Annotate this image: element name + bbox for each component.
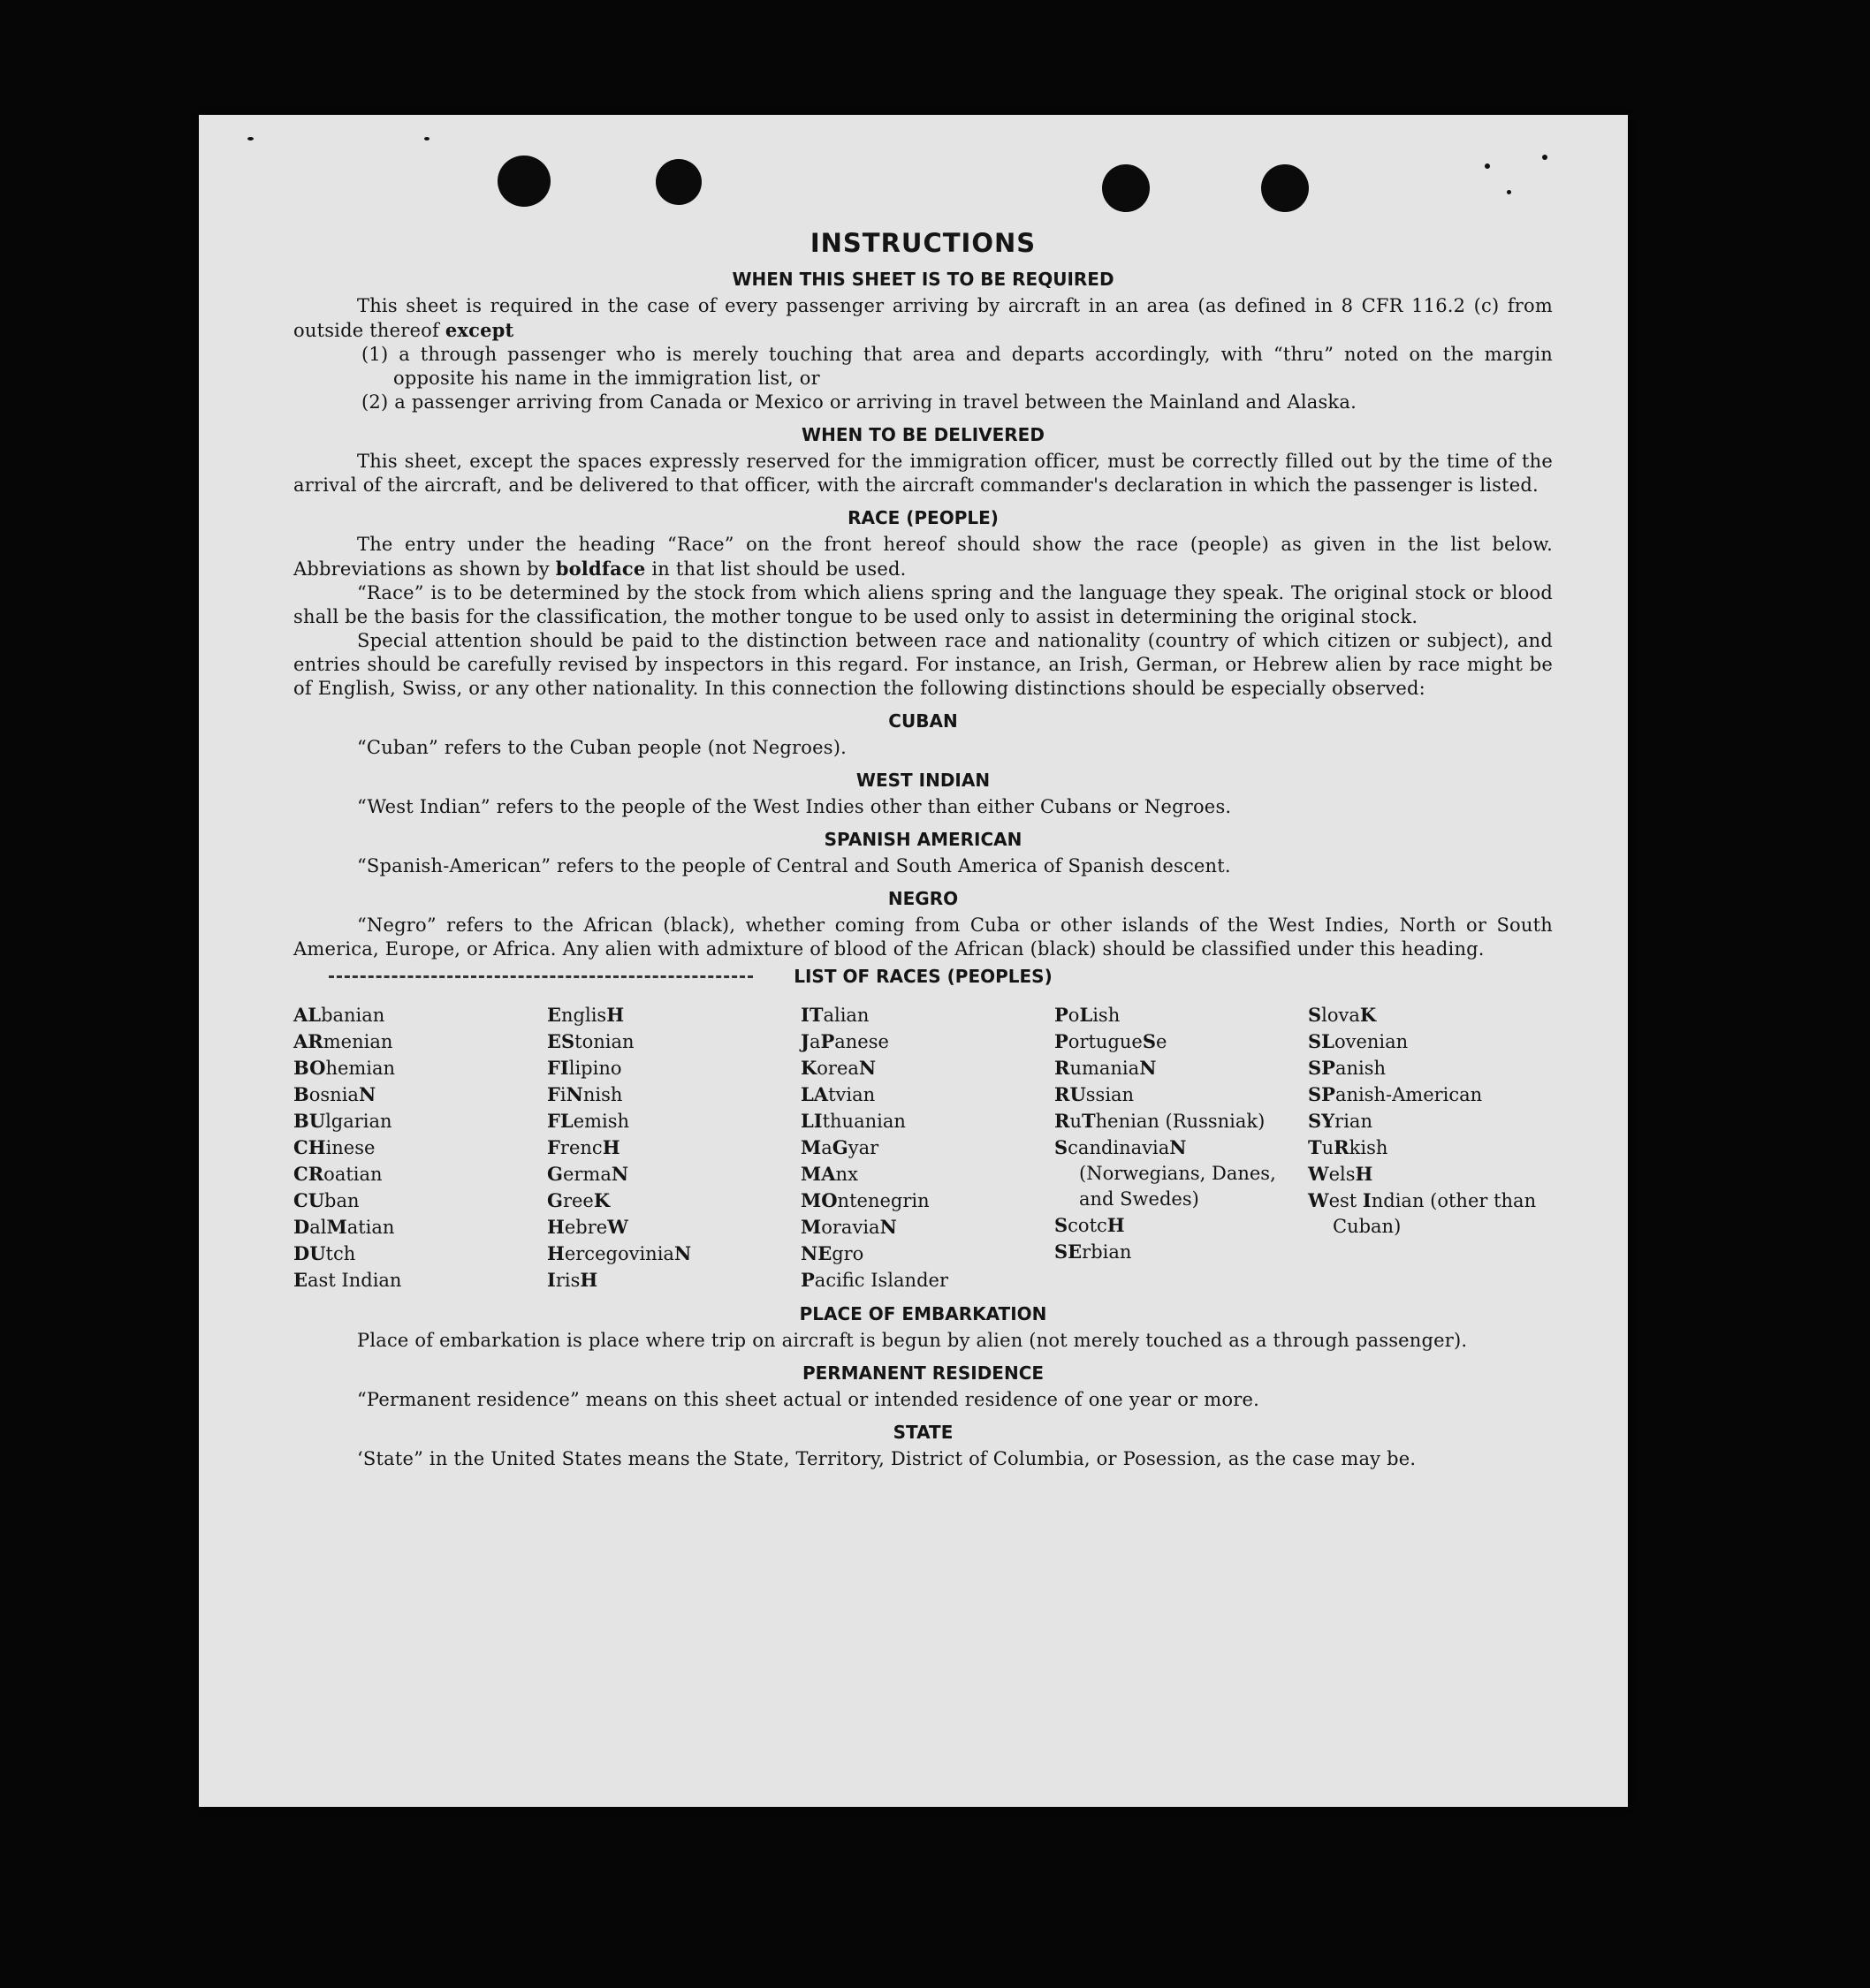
race-text: lgarian xyxy=(325,1111,392,1132)
race-text: nx xyxy=(835,1164,858,1185)
race-abbreviation: T xyxy=(1308,1136,1322,1158)
race-entry xyxy=(1054,1055,1308,1081)
instructions-content xyxy=(293,227,1553,1471)
race-abbreviation: P xyxy=(801,1269,815,1291)
race-entry xyxy=(1308,1134,1553,1161)
state-text: ‘State” in the United States means the State, Territory, District of Columbia, or Posession, as the case may be. xyxy=(357,1448,1417,1469)
race-paragraph-3: Special attention should be paid to the distinction between race and nationality (country of which citizen or subject), and entries should be carefully revised by inspectors in this regard. For instance, an Irish, German, or Hebrew alien by race might be of English, Swiss, or any other nationality. In this connection the following distinctions should be especially observed: xyxy=(293,630,1553,699)
race-abbreviation: I xyxy=(1362,1189,1372,1211)
race-entry xyxy=(801,1081,1054,1108)
race-entry xyxy=(801,1267,1054,1294)
race-entry xyxy=(801,1002,1054,1028)
race-entry xyxy=(547,1055,801,1081)
race-abbreviation: H xyxy=(547,1216,565,1238)
race-text: yar xyxy=(848,1137,879,1158)
race-abbreviation: IT xyxy=(801,1004,824,1026)
race-abbreviation: H xyxy=(547,1242,565,1264)
race-entry xyxy=(293,1002,547,1028)
race-text: ercegovinia xyxy=(564,1243,674,1264)
speck xyxy=(1542,155,1547,160)
required-item-1: (1) a through passenger who is merely touching that area and departs accordingly, with “thru” noted on the margin opposite his name in the immigration list, or xyxy=(361,344,1553,389)
required-item-2: (2) a passenger arriving from Canada or Mexico or arriving in travel between the Mainland and Alaska. xyxy=(361,391,1357,413)
race-abbreviation: N xyxy=(566,1083,583,1105)
race-entry xyxy=(293,1214,547,1241)
race-abbreviation: SY xyxy=(1308,1110,1335,1132)
race-text: thuanian xyxy=(822,1111,906,1132)
race-entry xyxy=(547,1241,801,1267)
race-entry xyxy=(293,1161,547,1187)
race-text: ban xyxy=(324,1190,360,1211)
race-text: anese xyxy=(834,1031,889,1052)
race-abbreviation: H xyxy=(606,1004,625,1026)
race-text: orea xyxy=(817,1058,859,1079)
race-abbreviation: S xyxy=(1054,1136,1068,1158)
race-entry xyxy=(801,1214,1054,1241)
race-entry xyxy=(293,1187,547,1214)
race-text: ndian (other than Cuban) xyxy=(1333,1190,1537,1237)
race-text: renc xyxy=(559,1137,603,1158)
race-abbreviation: F xyxy=(547,1083,560,1105)
race-entry xyxy=(1054,1239,1308,1265)
race-entry xyxy=(1308,1002,1553,1028)
race-text: i xyxy=(559,1084,566,1105)
race-text: lipino xyxy=(568,1058,622,1079)
race-abbreviation: K xyxy=(801,1057,817,1079)
race-abbreviation: E xyxy=(547,1004,562,1026)
race-abbreviation: R xyxy=(1334,1136,1349,1158)
race-abbreviation: R xyxy=(1054,1110,1070,1132)
race-entry xyxy=(801,1055,1054,1081)
race-abbreviation: LA xyxy=(801,1083,829,1105)
race-abbreviation: W xyxy=(607,1216,628,1238)
race-abbreviation: BU xyxy=(293,1110,326,1132)
race-abbreviation: CU xyxy=(293,1189,325,1211)
except-word: except xyxy=(445,319,514,341)
section-heading-race: RACE (PEOPLE) xyxy=(848,507,999,528)
race-entry xyxy=(1054,1002,1308,1028)
race-entry xyxy=(1054,1028,1308,1055)
west-indian-text: “West Indian” refers to the people of the West Indies other than either Cubans or Negroes. xyxy=(357,796,1232,817)
race-text: ree xyxy=(562,1190,594,1211)
embarkation-text: Place of embarkation is place where trip on aircraft is begun by alien (not merely touched as a through passenger). xyxy=(357,1330,1468,1351)
race-entry xyxy=(547,1214,801,1241)
boldface-word: boldface xyxy=(555,558,646,580)
races-column xyxy=(547,1002,801,1294)
race-text: banian xyxy=(321,1005,385,1026)
race-abbreviation: SP xyxy=(1308,1083,1335,1105)
race-entry xyxy=(1054,1134,1308,1212)
page-title: INSTRUCTIONS xyxy=(810,228,1037,258)
race-text: ssian xyxy=(1085,1084,1135,1105)
delivered-text: This sheet, except the spaces expressly reserved for the immigration officer, must be correctly filled out by the time of the arrival of the aircraft, and be delivered to that officer, with the aircraft commander's declaration in which the passenger is listed. xyxy=(293,451,1553,496)
race-abbreviation: M xyxy=(801,1136,822,1158)
races-column xyxy=(293,1002,547,1294)
race-abbreviation: G xyxy=(547,1163,563,1185)
race-text: ortugue xyxy=(1068,1031,1143,1052)
race-entry xyxy=(293,1108,547,1134)
speck xyxy=(1507,190,1511,194)
race-text: anish xyxy=(1334,1058,1387,1079)
race-text: ebre xyxy=(564,1217,608,1238)
race-text: acific Islander xyxy=(814,1270,948,1291)
race-text: oatian xyxy=(323,1164,383,1185)
race-paragraph-2: “Race” is to be determined by the stock from which aliens spring and the language they speak. The original stock or blood shall be the basis for the classification, the mother tongue to be used only to assist in determining the original stock. xyxy=(293,582,1553,627)
race-entry xyxy=(1308,1081,1553,1108)
race-text: a xyxy=(821,1137,832,1158)
dashed-rule xyxy=(329,975,753,978)
race-abbreviation: P xyxy=(1054,1004,1068,1026)
race-text: o xyxy=(1068,1005,1080,1026)
document-page xyxy=(199,115,1628,1807)
race-text: els xyxy=(1328,1164,1356,1185)
section-heading-negro: NEGRO xyxy=(887,888,959,909)
race-abbreviation: N xyxy=(858,1057,877,1079)
race-text: u xyxy=(1069,1111,1082,1132)
race-entry xyxy=(801,1161,1054,1187)
race-text: candinavia xyxy=(1068,1137,1170,1158)
race-text: tch xyxy=(325,1243,356,1264)
race-abbreviation: N xyxy=(1169,1136,1187,1158)
race-text: menian xyxy=(323,1031,393,1052)
race-abbreviation: DU xyxy=(293,1242,326,1264)
punch-hole xyxy=(1261,164,1309,212)
race-text: rian xyxy=(1334,1111,1372,1132)
punch-hole xyxy=(1102,164,1150,212)
race-abbreviation: N xyxy=(879,1216,897,1238)
race-text: ast Indian xyxy=(308,1270,402,1291)
race-entry xyxy=(293,1241,547,1267)
race-abbreviation: G xyxy=(832,1136,848,1158)
negro-text: “Negro” refers to the African (black), whether coming from Cuba or other islands of the West Indies, North or South America, Europe, or Africa. Any alien with admixture of blood of the African (black) should be classified under this heading. xyxy=(293,914,1553,960)
race-text: rbian xyxy=(1082,1241,1132,1263)
race-abbreviation: P xyxy=(1054,1030,1068,1052)
race-text: al xyxy=(309,1217,327,1238)
race-abbreviation: LI xyxy=(801,1110,823,1132)
speck xyxy=(247,137,254,140)
race-text: anish-American xyxy=(1334,1084,1483,1105)
section-heading-cuban: CUBAN xyxy=(888,710,958,732)
race-entry xyxy=(547,1028,801,1055)
race-entry xyxy=(801,1108,1054,1134)
race-abbreviation: N xyxy=(1139,1057,1157,1079)
race-entry xyxy=(293,1134,547,1161)
race-entry xyxy=(1308,1028,1553,1055)
race-text: oravia xyxy=(821,1217,880,1238)
race-abbreviation: W xyxy=(1308,1189,1329,1211)
race-abbreviation: J xyxy=(801,1030,810,1052)
race-abbreviation: MO xyxy=(801,1189,838,1211)
race-abbreviation: SL xyxy=(1308,1030,1334,1052)
race-abbreviation: ES xyxy=(547,1030,575,1052)
race-text: tonian xyxy=(574,1031,635,1052)
race-abbreviation: BO xyxy=(293,1057,326,1079)
race-abbreviation: N xyxy=(611,1163,629,1185)
race-abbreviation: S xyxy=(1308,1004,1322,1026)
race-abbreviation: K xyxy=(593,1189,611,1211)
race-text: ish xyxy=(1092,1005,1121,1026)
race-paragraph-1: The entry under the heading “Race” on the front hereof should show the race (people) as given in the list below. Abbreviations as shown by boldface in that list should be used. xyxy=(293,534,1553,580)
required-intro: This sheet is required in the case of every passenger arriving by aircraft in an area (as defined in 8 CFR 116.2 (c) from outside thereof except xyxy=(293,295,1553,341)
race-abbreviation: H xyxy=(602,1136,620,1158)
race-text: hemian xyxy=(325,1058,396,1079)
race-abbreviation: CR xyxy=(293,1163,324,1185)
races-column xyxy=(1308,1002,1553,1294)
race-entry xyxy=(1308,1187,1553,1240)
race-abbreviation: L xyxy=(1079,1004,1093,1026)
race-abbreviation: S xyxy=(1142,1030,1157,1052)
race-abbreviation: NE xyxy=(801,1242,832,1264)
race-text: lova xyxy=(1321,1005,1360,1026)
race-abbreviation: N xyxy=(358,1083,376,1105)
race-text: alian xyxy=(823,1005,870,1026)
races-column xyxy=(801,1002,1054,1294)
race-entry xyxy=(547,1108,801,1134)
race-entry xyxy=(547,1187,801,1214)
race-text: erma xyxy=(562,1164,612,1185)
race-entry xyxy=(293,1267,547,1294)
section-heading-state: STATE xyxy=(893,1422,954,1443)
race-abbreviation: AR xyxy=(293,1030,323,1052)
race-text: atian xyxy=(346,1217,395,1238)
race-entry xyxy=(801,1134,1054,1161)
race-text: tvian xyxy=(828,1084,876,1105)
race-entry xyxy=(547,1267,801,1294)
race-abbreviation: I xyxy=(547,1269,556,1291)
race-text: e xyxy=(1156,1031,1167,1052)
race-abbreviation: H xyxy=(1355,1163,1373,1185)
punch-hole xyxy=(656,159,702,205)
race-abbreviation: B xyxy=(293,1083,309,1105)
race-entry xyxy=(293,1028,547,1055)
race-entry xyxy=(293,1055,547,1081)
race-abbreviation: S xyxy=(1054,1214,1068,1236)
race-abbreviation: N xyxy=(673,1242,692,1264)
race-abbreviation: H xyxy=(1106,1214,1125,1236)
race-text: nish xyxy=(582,1084,623,1105)
race-abbreviation: SP xyxy=(1308,1057,1335,1079)
race-entry xyxy=(1054,1108,1308,1134)
race-entry xyxy=(801,1241,1054,1267)
race-entry xyxy=(1308,1055,1553,1081)
section-heading-spanish-american: SPANISH AMERICAN xyxy=(824,829,1022,850)
race-entry xyxy=(1308,1108,1553,1134)
residence-text: “Permanent residence” means on this sheet actual or intended residence of one year or more. xyxy=(357,1389,1259,1410)
race-text: est xyxy=(1328,1190,1363,1211)
punch-hole xyxy=(498,156,551,207)
race-abbreviation: F xyxy=(547,1136,560,1158)
race-text: gro xyxy=(832,1243,864,1264)
cuban-text: “Cuban” refers to the Cuban people (not Negroes). xyxy=(357,737,848,758)
race-text: (Norwegians, Danes, and Swedes) xyxy=(1079,1163,1276,1210)
race-abbreviation: E xyxy=(293,1269,308,1291)
race-abbreviation: AL xyxy=(293,1004,322,1026)
race-text: emish xyxy=(573,1111,630,1132)
race-abbreviation: D xyxy=(293,1216,310,1238)
race-abbreviation: M xyxy=(326,1216,347,1238)
race-abbreviation: MA xyxy=(801,1163,836,1185)
section-heading-races-list: LIST OF RACES (PEOPLES) xyxy=(293,963,1553,990)
race-entry xyxy=(1054,1081,1308,1108)
race-text: osnia xyxy=(308,1084,359,1105)
race-abbreviation: T xyxy=(1081,1110,1096,1132)
race-abbreviation: K xyxy=(1359,1004,1377,1026)
section-heading-residence: PERMANENT RESIDENCE xyxy=(802,1362,1045,1384)
race-abbreviation: G xyxy=(547,1189,563,1211)
race-abbreviation: RU xyxy=(1054,1083,1086,1105)
race-entry xyxy=(547,1161,801,1187)
race-text: a xyxy=(809,1031,821,1052)
race-text: ovenian xyxy=(1334,1031,1409,1052)
race-abbreviation: R xyxy=(1054,1057,1070,1079)
race-text: ris xyxy=(555,1270,581,1291)
race-abbreviation: SE xyxy=(1054,1241,1083,1263)
race-entry xyxy=(547,1134,801,1161)
race-text: inese xyxy=(325,1137,376,1158)
race-abbreviation: M xyxy=(801,1216,822,1238)
race-text: kish xyxy=(1349,1137,1388,1158)
speck xyxy=(1485,163,1490,169)
section-heading-delivered: WHEN TO BE DELIVERED xyxy=(802,424,1045,445)
race-text: cotc xyxy=(1068,1215,1107,1236)
race-text: u xyxy=(1321,1137,1334,1158)
section-heading-west-indian: WEST INDIAN xyxy=(855,770,991,791)
race-entry xyxy=(547,1081,801,1108)
spanish-american-text: “Spanish-American” refers to the people of Central and South America of Spanish descent. xyxy=(357,855,1231,876)
race-entry xyxy=(801,1028,1054,1055)
race-entry xyxy=(801,1187,1054,1214)
speck xyxy=(424,137,429,140)
race-text: ntenegrin xyxy=(837,1190,930,1211)
race-abbreviation: FI xyxy=(547,1057,569,1079)
race-abbreviation: FL xyxy=(547,1110,574,1132)
race-entry xyxy=(293,1081,547,1108)
race-entry xyxy=(547,1002,801,1028)
race-text: henian (Russniak) xyxy=(1095,1111,1266,1132)
race-entry xyxy=(1054,1212,1308,1239)
races-column xyxy=(1054,1002,1308,1294)
race-abbreviation: CH xyxy=(293,1136,326,1158)
race-abbreviation: W xyxy=(1308,1163,1329,1185)
section-heading-required: WHEN THIS SHEET IS TO BE REQUIRED xyxy=(732,269,1114,290)
race-entry xyxy=(1308,1161,1553,1187)
race-abbreviation: P xyxy=(820,1030,835,1052)
section-heading-embarkation: PLACE OF EMBARKATION xyxy=(799,1303,1047,1324)
races-list xyxy=(293,1002,1553,1294)
race-text: umania xyxy=(1069,1058,1140,1079)
race-text: nglis xyxy=(561,1005,607,1026)
race-abbreviation: H xyxy=(580,1269,598,1291)
